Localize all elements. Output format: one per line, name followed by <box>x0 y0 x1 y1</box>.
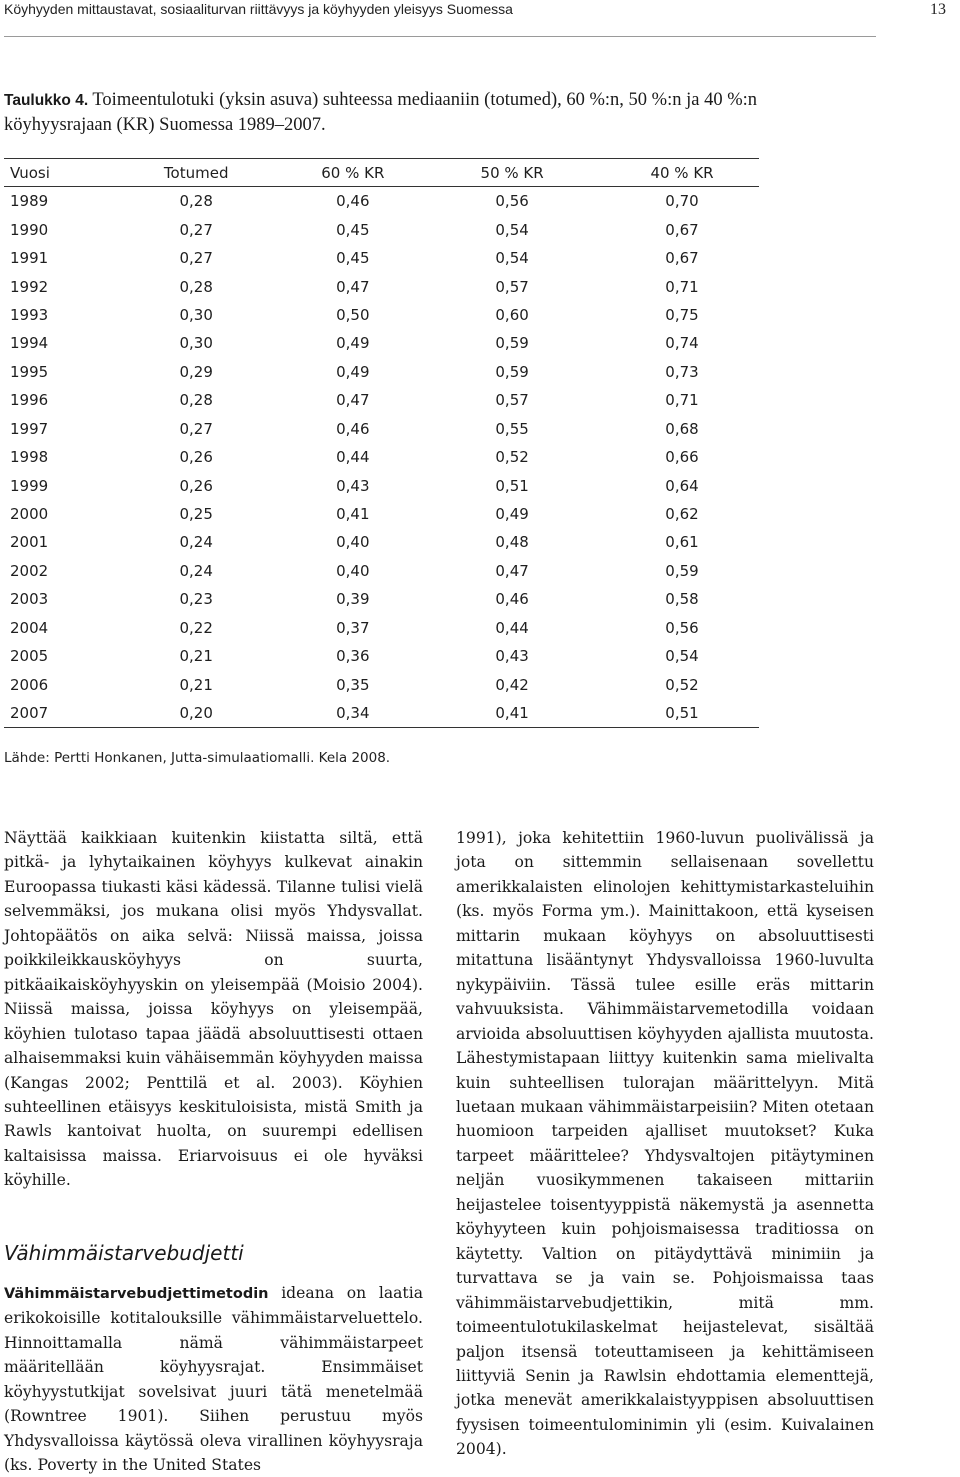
value-cell: 0,45 <box>336 220 370 239</box>
value-cell: 0,34 <box>286 699 419 728</box>
table-row <box>4 500 759 528</box>
column-header: 40 % KR <box>605 159 759 187</box>
value-cell: 0,27 <box>179 249 213 268</box>
data-table <box>4 158 759 728</box>
year-cell: 1994 <box>10 334 49 353</box>
value-cell: 0,41 <box>336 505 370 524</box>
value-cell: 0,57 <box>495 391 529 410</box>
value-cell: 0,28 <box>179 391 213 410</box>
value-cell: 0,74 <box>665 334 699 353</box>
year-cell: 2002 <box>10 561 49 580</box>
value-cell: 0,71 <box>665 277 699 296</box>
column-header: Vuosi <box>4 159 106 187</box>
table-row <box>4 215 759 243</box>
value-cell: 0,75 <box>665 305 699 324</box>
year-cell: 2004 <box>10 618 49 637</box>
value-cell: 0,59 <box>495 334 529 353</box>
value-cell: 0,44 <box>336 448 370 467</box>
value-cell: 0,23 <box>179 590 213 609</box>
value-cell: 0,49 <box>495 505 529 524</box>
year-cell: 1992 <box>10 277 49 296</box>
year-cell: 2005 <box>10 647 49 666</box>
year-cell: 1995 <box>10 362 49 381</box>
value-cell: 0,27 <box>179 419 213 438</box>
bold-term: Vähimmäistarvebudjettimetodin <box>4 1285 269 1302</box>
value-cell: 0,47 <box>495 561 529 580</box>
value-cell: 0,44 <box>495 618 529 637</box>
body-paragraph: 1991), joka kehitettiin 1960-luvun puolivälissä ja jota on sittemmin sellaisenaan sovellettu amerikkalaisten elinolojen kehittymistarkasteluihin (ks. myös Forma ym.). Mainittakoon, että kyseisen mittarin mukaan köyhyys on absoluuttisesti mitattuna lisääntynyt Yhdysvalloissa 1960-luvulta nykypäiviin. Tässä tulee esille eräs mittarin vahvuuksista. Vähimmäistarvemetodilla voidaan arvioida absoluuttisen köyhyyden ajallista muutosta. Lähestymistapaan liittyy kuitenkin sama mielivalta kuin suhteellisen tulorajan määrittelyyn. Mitä luetaan mukaan vähimmäistarpeisiin? Miten otetaan huomioon tarpeiden ajalliset muutokset? Kuka tarpeet määrittelee? Yhdysvaltojen pitäytyminen neljän vuosikymmenen takaiseen mittariin heijastelee toisentyyppistä näkemystä ja asennetta köyhyyteen kuin pohjoismaisessa traditiossa on käytetty. Valtion on pitäydyttävä minimiin ja turvattava se ja vain se. Pohjoismaissa taas vähimmäistarvebudjettikin, mitä mm. toimeentulotukilaskelmat heijastelevat, sisältää paljon itsensä toteuttamiseen ja kehittämiseen liittyviä Senin ja Rawlsin ehdottamia elementtejä, jotka menevät amerikkalaistyyppisen absoluuttisen fyysisen toimeentulominimin yli (esim. Kuivalainen 2004). <box>456 829 874 1459</box>
value-cell: 0,68 <box>665 419 699 438</box>
table-row <box>4 244 759 272</box>
value-cell: 0,40 <box>336 533 370 552</box>
column-header: 50 % KR <box>419 159 605 187</box>
value-cell: 0,60 <box>495 305 529 324</box>
body-paragraph: Näyttää kaikkiaan kuitenkin kiistatta siltä, että pitkä- ja lyhytaikainen köyhyys kulkevat ainakin Euroopassa tiukasti käsi kädessä. Tilanne tulisi vielä selvemmäksi, jos mukana olisi myös Yhdysvallat. Johtopäätös on aika selvä: Niissä maissa, joissa poikkileikkausköyhyys on suurta, pitkäaikaisköyhyyskin on yleisempää (Moisio 2004). Niissä maissa, joissa köyhyys on yleisempää, köyhien tulotaso tapaa jäädä absoluuttisesti ottaen alhaisemmaksi kuin vähäisemmän köyhyyden maissa (Kangas 2002; Penttilä et al. 2003). Köyhien suhteellinen etäisyys keskituloisista, mistä Smith ja Rawls kantoivat huolta, on suurempi edellisen kaltaisissa maissa. Eriarvoisuus ei ole hyväksi köyhille. <box>4 829 424 1190</box>
table-caption <box>4 88 864 138</box>
body-paragraph <box>4 1281 423 1477</box>
value-cell: 0,28 <box>179 277 213 296</box>
value-cell: 0,20 <box>106 699 287 728</box>
caption-label: Taulukko 4. <box>4 92 89 109</box>
table-row <box>4 642 759 670</box>
value-cell: 0,59 <box>495 362 529 381</box>
value-cell: 0,52 <box>495 448 529 467</box>
value-cell: 0,26 <box>179 448 213 467</box>
table-row <box>4 585 759 613</box>
paragraph-text: ideana on laatia erikokoisille kotitalouksille vähimmäistarveluettelo. Hinnoittamalla nämä vähimmäistarpeet määritellään köyhyysrajat. Ensimmäiset köyhyystutkijat sovelsivat juuri tätä menetelmää (Rowntree 1901). Siihen perustuu myös Yhdysvalloissa käytössä oleva virallinen köyhyysraja (ks. Poverty in the United States <box>4 1283 423 1474</box>
table-source: Lähde: Pertti Honkanen, Jutta-simulaatiomalli. Kela 2008. <box>4 750 391 766</box>
table-row <box>4 301 759 329</box>
column-header: 60 % KR <box>286 159 419 187</box>
column-header: Totumed <box>106 159 287 187</box>
year-cell: 1989 <box>10 192 49 211</box>
value-cell: 0,28 <box>179 192 213 211</box>
value-cell: 0,42 <box>495 675 529 694</box>
value-cell: 0,56 <box>665 618 699 637</box>
value-cell: 0,22 <box>179 618 213 637</box>
value-cell: 0,25 <box>179 505 213 524</box>
value-cell: 0,46 <box>336 192 370 211</box>
table-header-row <box>4 159 759 187</box>
year-cell: 2001 <box>10 533 49 552</box>
value-cell: 0,48 <box>495 533 529 552</box>
year-cell: 2006 <box>10 675 49 694</box>
value-cell: 0,47 <box>336 391 370 410</box>
value-cell: 0,24 <box>179 533 213 552</box>
value-cell: 0,30 <box>179 305 213 324</box>
value-cell: 0,39 <box>336 590 370 609</box>
value-cell: 0,43 <box>336 476 370 495</box>
value-cell: 0,27 <box>179 220 213 239</box>
section-heading: Vähimmäistarvebudjetti <box>4 1240 244 1265</box>
value-cell: 0,47 <box>336 277 370 296</box>
value-cell: 0,30 <box>179 334 213 353</box>
value-cell: 0,21 <box>179 675 213 694</box>
value-cell: 0,36 <box>336 647 370 666</box>
table-row <box>4 614 759 642</box>
value-cell: 0,59 <box>665 561 699 580</box>
value-cell: 0,52 <box>665 675 699 694</box>
value-cell: 0,37 <box>336 618 370 637</box>
table-row <box>4 358 759 386</box>
value-cell: 0,54 <box>495 249 529 268</box>
value-cell: 0,73 <box>665 362 699 381</box>
year-cell: 1990 <box>10 220 49 239</box>
value-cell: 0,62 <box>665 505 699 524</box>
table-row <box>4 699 759 728</box>
value-cell: 0,46 <box>336 419 370 438</box>
value-cell: 0,46 <box>495 590 529 609</box>
table-row <box>4 187 759 216</box>
value-cell: 0,51 <box>605 699 759 728</box>
value-cell: 0,67 <box>665 220 699 239</box>
running-title: Köyhyyden mittaustavat, sosiaaliturvan riittävyys ja köyhyyden yleisyys Suomessa <box>4 1 513 17</box>
value-cell: 0,51 <box>495 476 529 495</box>
year-cell: 1993 <box>10 305 49 324</box>
table-body <box>4 187 759 728</box>
value-cell: 0,35 <box>336 675 370 694</box>
table-row <box>4 443 759 471</box>
page-number: 13 <box>930 1 946 18</box>
table-row <box>4 272 759 300</box>
value-cell: 0,67 <box>665 249 699 268</box>
value-cell: 0,58 <box>665 590 699 609</box>
year-cell: 2003 <box>10 590 49 609</box>
value-cell: 0,45 <box>336 249 370 268</box>
value-cell: 0,57 <box>495 277 529 296</box>
value-cell: 0,26 <box>179 476 213 495</box>
table-row <box>4 386 759 414</box>
table-row <box>4 329 759 357</box>
value-cell: 0,71 <box>665 391 699 410</box>
value-cell: 0,54 <box>665 647 699 666</box>
value-cell: 0,55 <box>495 419 529 438</box>
value-cell: 0,41 <box>419 699 605 728</box>
value-cell: 0,21 <box>179 647 213 666</box>
value-cell: 0,43 <box>495 647 529 666</box>
running-header <box>4 0 946 37</box>
value-cell: 0,24 <box>179 561 213 580</box>
left-column <box>4 826 423 1477</box>
value-cell: 0,29 <box>179 362 213 381</box>
year-cell: 2000 <box>10 505 49 524</box>
caption-text: Toimeentulotuki (yksin asuva) suhteessa mediaaniin (totumed), 60 %:n, 50 %:n ja 40 %:n köyhyysrajaan (KR) Suomessa 1989–2007. <box>4 90 757 135</box>
value-cell: 0,64 <box>665 476 699 495</box>
value-cell: 0,54 <box>495 220 529 239</box>
value-cell: 0,56 <box>495 192 529 211</box>
table-row <box>4 415 759 443</box>
value-cell: 0,61 <box>665 533 699 552</box>
year-cell: 2007 <box>4 699 106 728</box>
year-cell: 1996 <box>10 391 49 410</box>
value-cell: 0,49 <box>336 334 370 353</box>
year-cell: 1991 <box>10 249 49 268</box>
right-column <box>456 826 874 1462</box>
value-cell: 0,70 <box>665 192 699 211</box>
value-cell: 0,49 <box>336 362 370 381</box>
year-cell: 1997 <box>10 419 49 438</box>
table-row <box>4 528 759 556</box>
table-row <box>4 557 759 585</box>
table-row <box>4 670 759 698</box>
year-cell: 1999 <box>10 476 49 495</box>
value-cell: 0,50 <box>336 305 370 324</box>
value-cell: 0,40 <box>336 561 370 580</box>
year-cell: 1998 <box>10 448 49 467</box>
value-cell: 0,66 <box>665 448 699 467</box>
table-row <box>4 471 759 499</box>
